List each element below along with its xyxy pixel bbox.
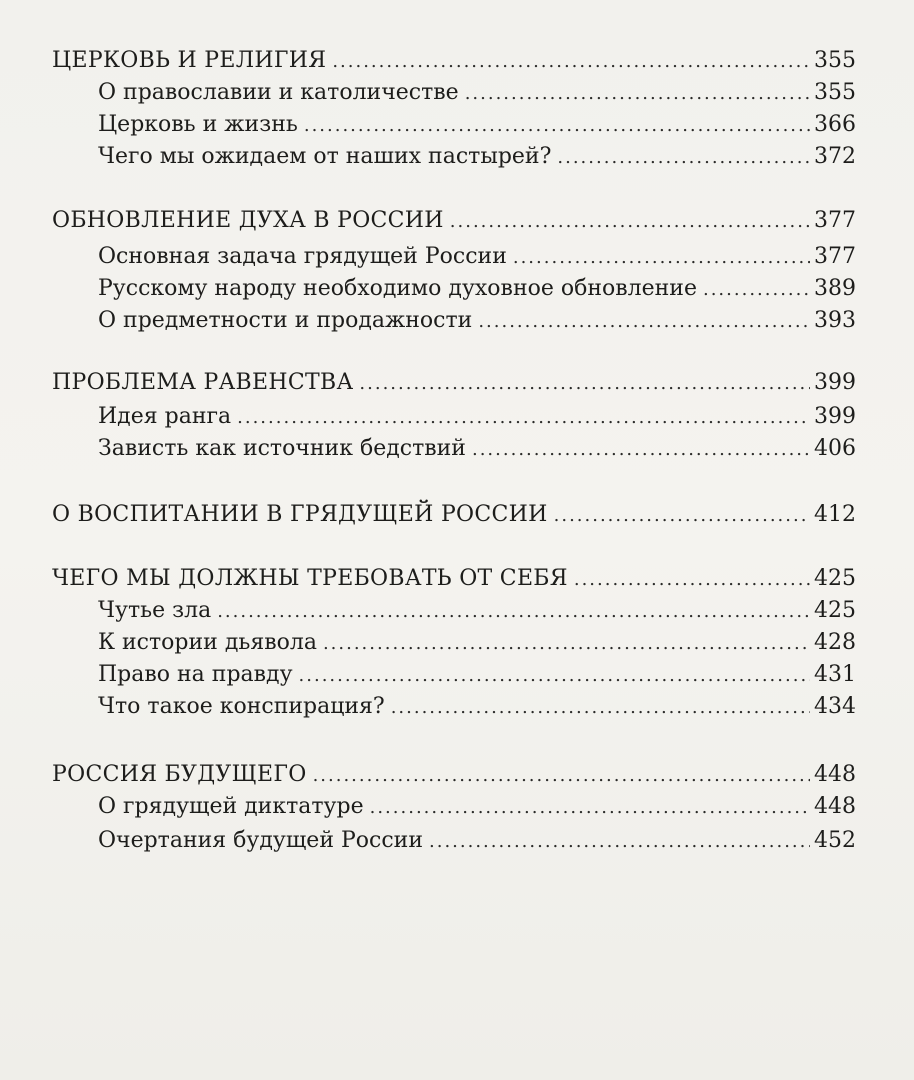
- toc-chapter-entry[interactable]: [52, 498, 856, 532]
- toc-subsection-entry[interactable]: [98, 76, 856, 110]
- page-number: 425: [814, 566, 856, 591]
- dot-leader: [478, 305, 810, 339]
- subsection-title: Основная задача грядущей России: [98, 244, 507, 269]
- toc-chapter-entry[interactable]: [52, 44, 856, 78]
- subsection-title: О православии и католичестве: [98, 80, 459, 105]
- toc-subsection-entry[interactable]: [98, 790, 856, 824]
- subsection-title: Очертания будущей России: [98, 828, 423, 853]
- toc-subsection-entry[interactable]: [98, 690, 856, 724]
- dot-leader: [217, 595, 810, 629]
- toc-subsection-entry[interactable]: [98, 400, 856, 434]
- subsection-title: Церковь и жизнь: [98, 112, 298, 137]
- page-number: 399: [814, 404, 856, 429]
- page-number: 377: [814, 208, 856, 233]
- subsection-title: О грядущей диктатуре: [98, 794, 364, 819]
- dot-leader: [391, 691, 810, 725]
- page-number: 448: [814, 762, 856, 787]
- page-number: 431: [814, 662, 856, 687]
- dot-leader: [370, 791, 810, 825]
- subsection-title: Чутье зла: [98, 598, 212, 623]
- page-number: 428: [814, 630, 856, 655]
- page-number: 406: [814, 436, 856, 461]
- toc-subsection-entry[interactable]: [98, 658, 856, 692]
- dot-leader: [465, 77, 810, 111]
- subsection-title: Что такое конспирация?: [98, 694, 385, 719]
- dot-leader: [237, 401, 810, 435]
- subsection-title: Право на правду: [98, 662, 293, 687]
- dot-leader: [513, 241, 810, 275]
- toc-subsection-entry[interactable]: [98, 824, 856, 858]
- page-number: 377: [814, 244, 856, 269]
- dot-leader: [313, 759, 810, 793]
- chapter-title: ЧЕГО МЫ ДОЛЖНЫ ТРЕБОВАТЬ ОТ СЕБЯ: [52, 566, 568, 591]
- dot-leader: [323, 627, 810, 661]
- page-number: 425: [814, 598, 856, 623]
- subsection-title: Идея ранга: [98, 404, 232, 429]
- dot-leader: [703, 273, 810, 307]
- dot-leader: [472, 433, 810, 467]
- toc-subsection-entry[interactable]: [98, 140, 856, 174]
- page-number: 372: [814, 144, 856, 169]
- page-number: 366: [814, 112, 856, 137]
- toc-subsection-entry[interactable]: [98, 594, 856, 628]
- toc-subsection-entry[interactable]: [98, 108, 856, 142]
- chapter-title: ОБНОВЛЕНИЕ ДУХА В РОССИИ: [52, 208, 444, 233]
- page-number: 389: [814, 276, 856, 301]
- toc-subsection-entry[interactable]: [98, 272, 856, 306]
- toc-chapter-entry[interactable]: [52, 562, 856, 596]
- page-number: 355: [814, 48, 856, 73]
- dot-leader: [574, 563, 810, 597]
- dot-leader: [429, 825, 810, 859]
- page-number: 393: [814, 308, 856, 333]
- subsection-title: О предметности и продажности: [98, 308, 473, 333]
- chapter-title: РОССИЯ БУДУЩЕГО: [52, 762, 307, 787]
- chapter-title: ПРОБЛЕМА РАВЕНСТВА: [52, 370, 354, 395]
- toc-subsection-entry[interactable]: [98, 432, 856, 466]
- toc-subsection-entry[interactable]: [98, 626, 856, 660]
- page-number: 355: [814, 80, 856, 105]
- subsection-title: Зависть как источник бедствий: [98, 436, 466, 461]
- toc-subsection-entry[interactable]: [98, 304, 856, 338]
- toc-chapter-entry[interactable]: [52, 204, 856, 238]
- dot-leader: [554, 499, 810, 533]
- page-number: 452: [814, 828, 856, 853]
- subsection-title: К истории дьявола: [98, 630, 317, 655]
- dot-leader: [332, 45, 810, 79]
- toc-chapter-entry[interactable]: [52, 758, 856, 792]
- dot-leader: [557, 141, 810, 175]
- toc-subsection-entry[interactable]: [98, 240, 856, 274]
- page-number: 434: [814, 694, 856, 719]
- dot-leader: [299, 659, 810, 693]
- toc-chapter-entry[interactable]: [52, 366, 856, 400]
- dot-leader: [450, 205, 810, 239]
- chapter-title: ЦЕРКОВЬ И РЕЛИГИЯ: [52, 48, 327, 73]
- page-number: 412: [814, 502, 856, 527]
- chapter-title: О ВОСПИТАНИИ В ГРЯДУЩЕЙ РОССИИ: [52, 502, 548, 527]
- dot-leader: [359, 367, 810, 401]
- dot-leader: [304, 109, 810, 143]
- page-number: 448: [814, 794, 856, 819]
- page-number: 399: [814, 370, 856, 395]
- subsection-title: Чего мы ожидаем от наших пастырей?: [98, 144, 552, 169]
- subsection-title: Русскому народу необходимо духовное обновление: [98, 276, 697, 301]
